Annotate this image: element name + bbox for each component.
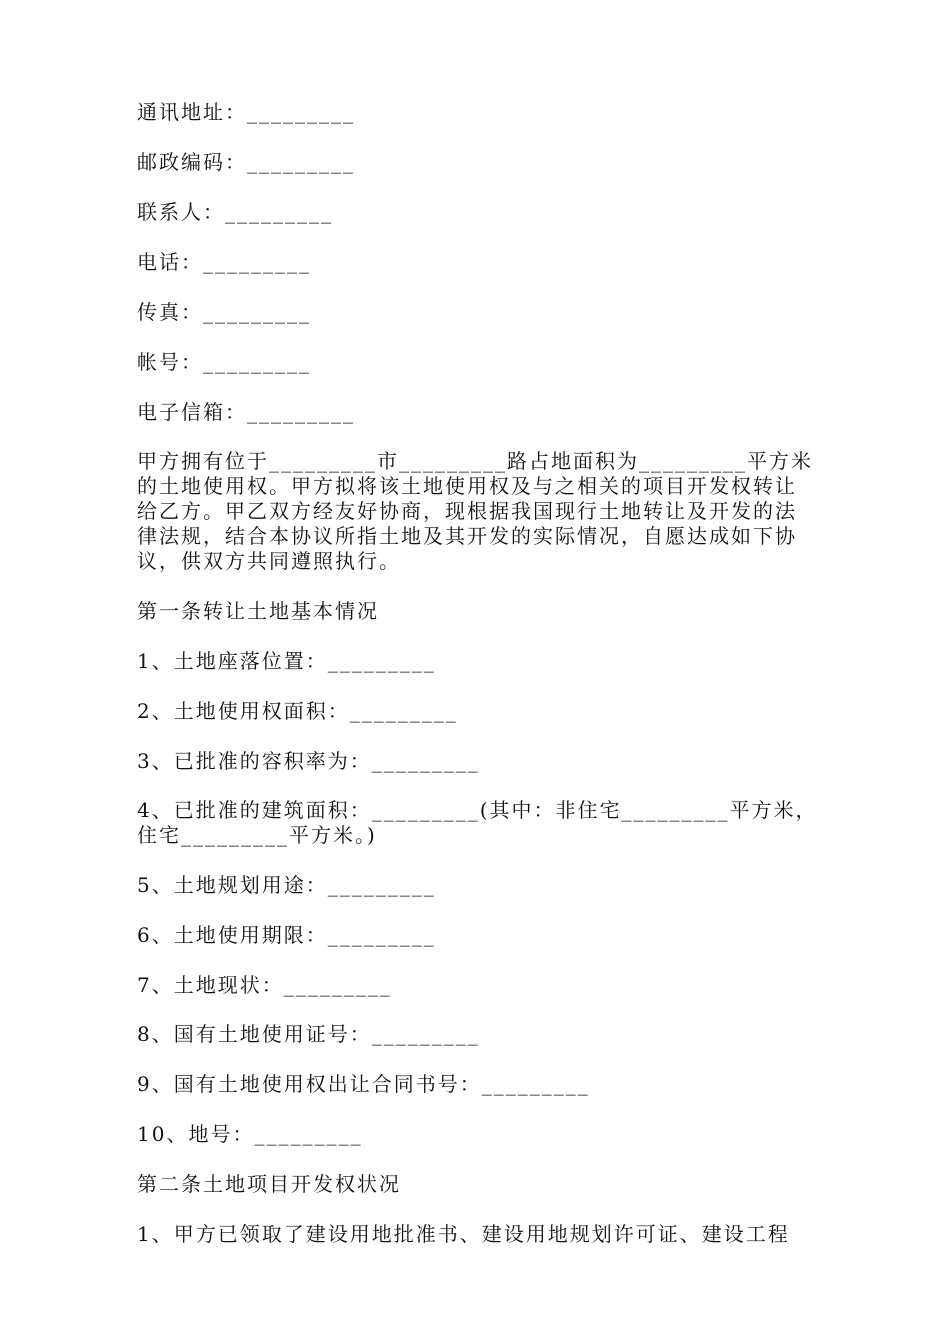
article-1-item-10: 10、地号：_________ xyxy=(137,1122,363,1146)
article-1-item-3: 3、已批准的容积率为：_________ xyxy=(137,749,480,773)
article-1-item-5: 5、土地规划用途：_________ xyxy=(137,873,436,897)
contact-email: 电子信箱：_________ xyxy=(137,400,355,424)
intro-line-3: 给乙方。甲乙双方经友好协商，现根据我国现行土地转让及开发的法 xyxy=(137,499,797,523)
article-1-item-9: 9、国有土地使用权出让合同书号：_________ xyxy=(137,1072,590,1096)
contact-address: 通讯地址：_________ xyxy=(137,100,355,124)
article-1-item-8: 8、国有土地使用证号：_________ xyxy=(137,1022,480,1046)
article-1-heading: 第一条转让土地基本情况 xyxy=(137,599,379,623)
article-2-item-1-line-1: 1、甲方已领取了建设用地批准书、建设用地规划许可证、建设工程 xyxy=(137,1222,790,1246)
intro-line-5: 议，供双方共同遵照执行。 xyxy=(137,549,401,573)
article-1-item-1: 1、土地座落位置：_________ xyxy=(137,649,436,673)
contact-fax: 传真：_________ xyxy=(137,300,311,324)
contact-phone: 电话：_________ xyxy=(137,250,311,274)
article-1-item-7: 7、土地现状：_________ xyxy=(137,973,392,997)
article-1-item-4-line-2: 住宅_________平方米。) xyxy=(137,823,377,847)
contact-account: 帐号：_________ xyxy=(137,350,311,374)
intro-line-4: 律法规，结合本协议所指土地及其开发的实际情况，自愿达成如下协 xyxy=(137,524,797,548)
article-1-item-4-line-1: 4、已批准的建筑面积：_________(其中：非住宅_________平方米， xyxy=(137,798,818,822)
contact-person: 联系人：_________ xyxy=(137,200,333,224)
contact-postal-code: 邮政编码：_________ xyxy=(137,150,355,174)
article-1-item-6: 6、土地使用期限：_________ xyxy=(137,923,436,947)
article-1-item-2: 2、土地使用权面积：_________ xyxy=(137,699,458,723)
intro-line-2: 的土地使用权。甲方拟将该土地使用权及与之相关的项目开发权转让 xyxy=(137,474,797,498)
intro-line-1: 甲方拥有位于_________市_________路占地面积为_________平方米 xyxy=(137,449,813,473)
article-2-heading: 第二条土地项目开发权状况 xyxy=(137,1172,401,1196)
